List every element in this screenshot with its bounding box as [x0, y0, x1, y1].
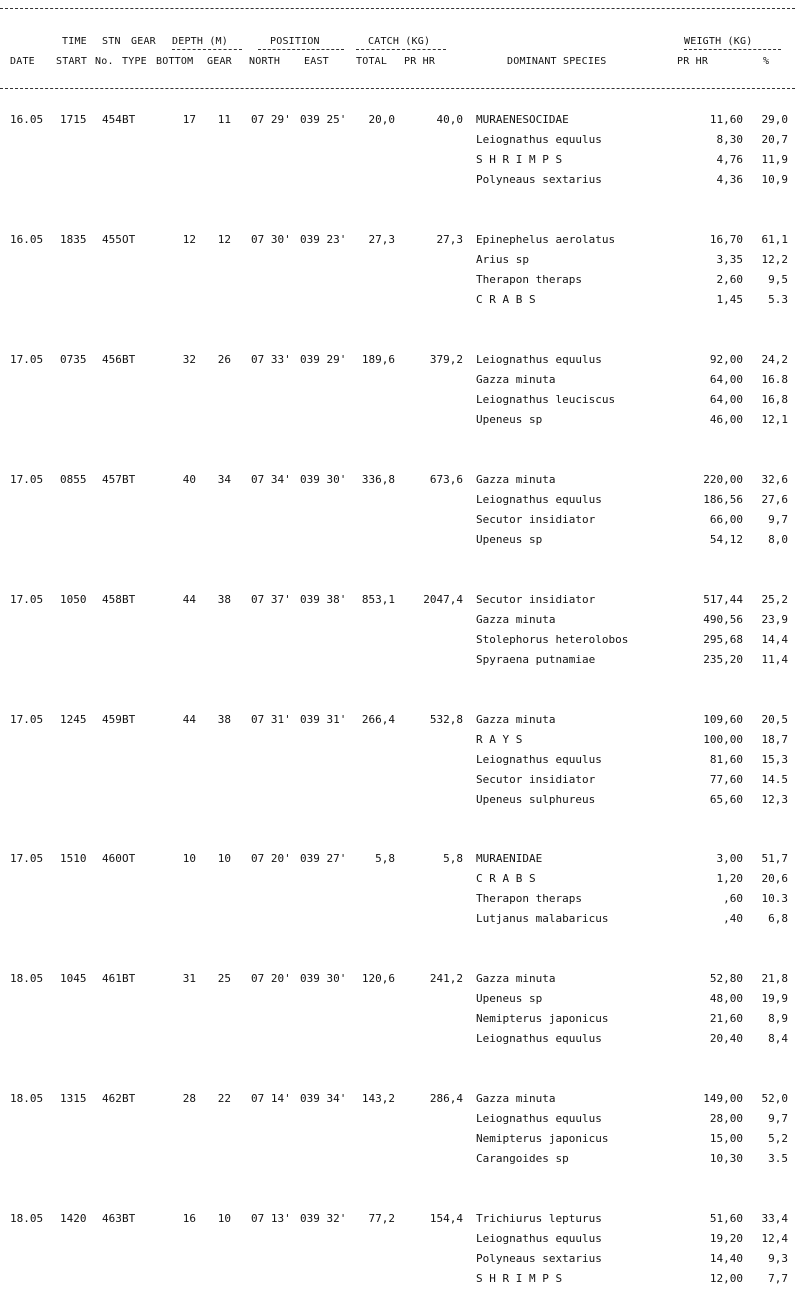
cell-east: 039 34' [300, 1092, 347, 1105]
species-percent: 23,9 [761, 613, 788, 626]
cell-time: 0855 [60, 473, 87, 486]
cell-stn: 457 [102, 473, 122, 486]
species-percent: 11,4 [761, 653, 788, 666]
cell-pr-hr: 40,0 [436, 113, 463, 126]
cell-depth-bottom: 12 [182, 233, 196, 246]
species-name: Nemipterus japonicus [476, 1132, 609, 1145]
percent-list [745, 470, 788, 550]
cell-north: 07 20' [251, 852, 291, 865]
cell-depth-bottom: 16 [182, 1212, 196, 1225]
species-weight: 48,00 [709, 992, 743, 1005]
weight-list [680, 849, 743, 929]
species-percent: 10,9 [761, 173, 788, 186]
species-name: Trichiurus lepturus [476, 1212, 602, 1225]
cell-total: 189,6 [361, 353, 395, 366]
cell-date: 18.05 [10, 972, 44, 985]
percent-list [745, 1209, 788, 1289]
cell-stn: 462 [102, 1092, 122, 1105]
cell-depth-bottom: 44 [182, 713, 196, 726]
species-percent: 33,4 [761, 1212, 788, 1225]
species-list [476, 230, 676, 310]
cell-stn: 458 [102, 593, 122, 606]
cell-depth-gear: 38 [217, 593, 231, 606]
cell-north: 07 14' [251, 1092, 291, 1105]
header-position: POSITION [270, 36, 320, 47]
species-percent: 19,9 [761, 992, 788, 1005]
species-weight: 4,36 [716, 173, 743, 186]
species-name: Gazza minuta [476, 473, 556, 486]
species-weight: 51,60 [709, 1212, 743, 1225]
species-percent: 9,7 [768, 513, 788, 526]
species-name: C R A B S [476, 293, 536, 306]
cell-date: 16.05 [10, 233, 44, 246]
species-list [476, 110, 676, 190]
cell-gear: BT [122, 1212, 136, 1225]
species-percent: 6,8 [768, 912, 788, 925]
percent-list [745, 590, 788, 670]
header-depth: DEPTH (M) [172, 36, 228, 47]
species-weight: 64,00 [709, 393, 743, 406]
weight-list [680, 470, 743, 550]
cell-depth-gear: 26 [217, 353, 231, 366]
species-name: Secutor insidiator [476, 513, 596, 526]
header-gear: GEAR [131, 36, 156, 47]
cell-depth-bottom: 10 [182, 852, 196, 865]
species-percent: 14.5 [761, 773, 788, 786]
cell-gear: BT [122, 1092, 136, 1105]
species-name: Stolephorus heterolobos [476, 633, 629, 646]
weight-list [680, 350, 743, 430]
cell-gear: BT [122, 113, 136, 126]
species-name: S H R I M P S [476, 153, 563, 166]
cell-north: 07 29' [251, 113, 291, 126]
cell-east: 039 32' [300, 1212, 347, 1225]
cell-pr-hr: 532,8 [429, 713, 463, 726]
species-name: MURAENIDAE [476, 852, 543, 865]
header-total: TOTAL [356, 56, 388, 67]
cell-stn: 463 [102, 1212, 122, 1225]
species-name: Upeneus sp [476, 992, 543, 1005]
species-name: Polyneaus sextarius [476, 173, 602, 186]
cell-total: 266,4 [361, 713, 395, 726]
species-percent: 52,0 [761, 1092, 788, 1105]
header-dominant-species: DOMINANT SPECIES [507, 56, 607, 67]
species-percent: 18,7 [761, 733, 788, 746]
cell-time: 1050 [60, 593, 87, 606]
species-percent: 61,1 [761, 233, 788, 246]
species-weight: 77,60 [709, 773, 743, 786]
species-name: C R A B S [476, 872, 536, 885]
species-weight: 28,00 [709, 1112, 743, 1125]
header-catch: CATCH (KG) [368, 36, 431, 47]
species-percent: 20,7 [761, 133, 788, 146]
species-weight: 235,20 [703, 653, 743, 666]
species-weight: 15,00 [709, 1132, 743, 1145]
cell-east: 039 31' [300, 713, 347, 726]
species-percent: 21,8 [761, 972, 788, 985]
cell-time: 1835 [60, 233, 87, 246]
cell-date: 18.05 [10, 1212, 44, 1225]
species-percent: 25,2 [761, 593, 788, 606]
species-weight: 21,60 [709, 1012, 743, 1025]
cell-time: 1045 [60, 972, 87, 985]
species-name: Lutjanus malabaricus [476, 912, 609, 925]
species-percent: 7,7 [768, 1272, 788, 1285]
species-percent: 11,9 [761, 153, 788, 166]
cell-date: 18.05 [10, 1092, 44, 1105]
header-no: No. [95, 56, 114, 67]
species-percent: 9,5 [768, 273, 788, 286]
species-name: Carangoides sp [476, 1152, 569, 1165]
cell-total: 5,8 [375, 852, 395, 865]
species-percent: 14,4 [761, 633, 788, 646]
cell-date: 17.05 [10, 473, 44, 486]
species-weight: 46,00 [709, 413, 743, 426]
species-name: Leiognathus equulus [476, 353, 602, 366]
header-dashed-rule [0, 88, 795, 89]
species-weight: 220,00 [703, 473, 743, 486]
species-percent: 12,2 [761, 253, 788, 266]
cell-time: 0735 [60, 353, 87, 366]
cell-depth-gear: 38 [217, 713, 231, 726]
species-weight: 490,56 [703, 613, 743, 626]
species-percent: 5,2 [768, 1132, 788, 1145]
species-weight: 11,60 [709, 113, 743, 126]
species-weight: 295,68 [703, 633, 743, 646]
species-weight: 20,40 [709, 1032, 743, 1045]
species-name: Therapon theraps [476, 273, 582, 286]
percent-list [745, 230, 788, 310]
species-percent: 9,3 [768, 1252, 788, 1265]
species-name: S H R I M P S [476, 1272, 563, 1285]
species-name: Leiognathus equulus [476, 493, 602, 506]
cell-total: 27,3 [368, 233, 395, 246]
percent-list [745, 110, 788, 190]
cell-pr-hr: 27,3 [436, 233, 463, 246]
header-east: EAST [304, 56, 329, 67]
cell-pr-hr: 673,6 [429, 473, 463, 486]
species-name: Epinephelus aerolatus [476, 233, 616, 246]
cell-pr-hr: 241,2 [429, 972, 463, 985]
cell-depth-gear: 34 [217, 473, 231, 486]
species-name: Upeneus sp [476, 413, 543, 426]
percent-list [745, 969, 788, 1049]
species-percent: 3.5 [768, 1152, 788, 1165]
cell-gear: BT [122, 593, 136, 606]
species-percent: 15,3 [761, 753, 788, 766]
header-percent: % [763, 56, 770, 67]
cell-date: 17.05 [10, 593, 44, 606]
percent-list [745, 350, 788, 430]
header-pr-hr: PR HR [404, 56, 436, 67]
species-name: Gazza minuta [476, 373, 556, 386]
cell-total: 120,6 [361, 972, 395, 985]
cell-north: 07 13' [251, 1212, 291, 1225]
species-weight: 12,00 [709, 1272, 743, 1285]
species-name: Leiognathus equulus [476, 753, 602, 766]
species-name: Secutor insidiator [476, 773, 596, 786]
depth-underline [172, 49, 242, 50]
cell-depth-bottom: 44 [182, 593, 196, 606]
cell-north: 07 37' [251, 593, 291, 606]
cell-north: 07 30' [251, 233, 291, 246]
species-list [476, 849, 676, 929]
cell-stn: 454 [102, 113, 122, 126]
header-date: DATE [10, 56, 35, 67]
cell-time: 1420 [60, 1212, 87, 1225]
cell-date: 17.05 [10, 353, 44, 366]
species-weight: 149,00 [703, 1092, 743, 1105]
species-weight: 8,30 [716, 133, 743, 146]
weigth-underline [684, 49, 781, 50]
cell-time: 1245 [60, 713, 87, 726]
cell-depth-bottom: 17 [182, 113, 196, 126]
species-percent: 12,1 [761, 413, 788, 426]
weight-list [680, 230, 743, 310]
top-dashed-rule [0, 8, 795, 9]
species-list [476, 590, 676, 670]
weight-list [680, 110, 743, 190]
species-name: Secutor insidiator [476, 593, 596, 606]
species-weight: 65,60 [709, 793, 743, 806]
cell-east: 039 27' [300, 852, 347, 865]
cell-depth-gear: 10 [217, 852, 231, 865]
species-name: Gazza minuta [476, 713, 556, 726]
cell-pr-hr: 379,2 [429, 353, 463, 366]
cell-date: 17.05 [10, 852, 44, 865]
species-percent: 5.3 [768, 293, 788, 306]
species-weight: 81,60 [709, 753, 743, 766]
species-percent: 16,8 [761, 393, 788, 406]
cell-stn: 461 [102, 972, 122, 985]
species-name: Upeneus sulphureus [476, 793, 596, 806]
cell-east: 039 23' [300, 233, 347, 246]
species-name: Leiognathus equulus [476, 1032, 602, 1045]
species-weight: 4,76 [716, 153, 743, 166]
cell-gear: BT [122, 353, 136, 366]
cell-depth-gear: 22 [217, 1092, 231, 1105]
species-weight: 2,60 [716, 273, 743, 286]
species-weight: ,40 [723, 912, 743, 925]
cell-date: 16.05 [10, 113, 44, 126]
species-weight: 64,00 [709, 373, 743, 386]
cell-total: 77,2 [368, 1212, 395, 1225]
species-name: Spyraena putnamiae [476, 653, 596, 666]
species-weight: 3,00 [716, 852, 743, 865]
species-name: Arius sp [476, 253, 529, 266]
species-name: MURAENESOCIDAE [476, 113, 569, 126]
cell-depth-gear: 25 [217, 972, 231, 985]
header-time: TIME [62, 36, 87, 47]
species-weight: 52,80 [709, 972, 743, 985]
species-weight: 16,70 [709, 233, 743, 246]
cell-east: 039 25' [300, 113, 347, 126]
cell-stn: 460 [102, 852, 122, 865]
species-name: Leiognathus equulus [476, 133, 602, 146]
cell-depth-bottom: 32 [182, 353, 196, 366]
species-percent: 8,0 [768, 533, 788, 546]
header-weight-pr-hr: PR HR [677, 56, 709, 67]
cell-depth-gear: 10 [217, 1212, 231, 1225]
cell-gear: BT [122, 473, 136, 486]
species-percent: 24,2 [761, 353, 788, 366]
weight-list [680, 1089, 743, 1169]
cell-east: 039 29' [300, 353, 347, 366]
header-weigth: WEIGTH (KG) [684, 36, 753, 47]
species-weight: 186,56 [703, 493, 743, 506]
species-percent: 27,6 [761, 493, 788, 506]
weight-list [680, 969, 743, 1049]
cell-stn: 456 [102, 353, 122, 366]
species-name: Gazza minuta [476, 613, 556, 626]
weight-list [680, 710, 743, 810]
cell-east: 039 38' [300, 593, 347, 606]
cell-north: 07 34' [251, 473, 291, 486]
cell-total: 143,2 [361, 1092, 395, 1105]
species-percent: 32,6 [761, 473, 788, 486]
cell-stn: 455 [102, 233, 122, 246]
cell-gear: BT [122, 713, 136, 726]
species-weight: 3,35 [716, 253, 743, 266]
species-weight: 109,60 [703, 713, 743, 726]
cell-pr-hr: 2047,4 [423, 593, 463, 606]
cell-gear: OT [122, 233, 136, 246]
cell-east: 039 30' [300, 473, 347, 486]
species-list [476, 470, 676, 550]
species-name: Therapon theraps [476, 892, 582, 905]
species-percent: 51,7 [761, 852, 788, 865]
species-weight: 14,40 [709, 1252, 743, 1265]
cell-north: 07 20' [251, 972, 291, 985]
header-type: TYPE [122, 56, 147, 67]
species-name: Leiognathus equulus [476, 1232, 602, 1245]
species-weight: 1,20 [716, 872, 743, 885]
percent-list [745, 1089, 788, 1169]
header-north: NORTH [249, 56, 281, 67]
cell-depth-gear: 11 [217, 113, 231, 126]
species-weight: 66,00 [709, 513, 743, 526]
cell-time: 1510 [60, 852, 87, 865]
weight-list [680, 590, 743, 670]
cell-depth-gear: 12 [217, 233, 231, 246]
catch-underline [356, 49, 446, 50]
cell-time: 1715 [60, 113, 87, 126]
species-name: Leiognathus equulus [476, 1112, 602, 1125]
species-name: Polyneaus sextarius [476, 1252, 602, 1265]
species-weight: 100,00 [703, 733, 743, 746]
header-start: START [56, 56, 88, 67]
species-list [476, 1209, 676, 1289]
cell-gear: OT [122, 852, 136, 865]
header-bottom: BOTTOM [156, 56, 194, 67]
species-percent: 9,7 [768, 1112, 788, 1125]
species-weight: 92,00 [709, 353, 743, 366]
cell-pr-hr: 5,8 [443, 852, 463, 865]
species-percent: 8,9 [768, 1012, 788, 1025]
species-name: R A Y S [476, 733, 523, 746]
species-weight: ,60 [723, 892, 743, 905]
species-weight: 517,44 [703, 593, 743, 606]
cell-time: 1315 [60, 1092, 87, 1105]
cell-pr-hr: 154,4 [429, 1212, 463, 1225]
species-percent: 20,6 [761, 872, 788, 885]
weight-list [680, 1209, 743, 1289]
cell-gear: BT [122, 972, 136, 985]
species-percent: 12,3 [761, 793, 788, 806]
percent-list [745, 849, 788, 929]
cell-pr-hr: 286,4 [429, 1092, 463, 1105]
cell-total: 336,8 [361, 473, 395, 486]
cell-depth-bottom: 31 [182, 972, 196, 985]
species-name: Leiognathus leuciscus [476, 393, 616, 406]
cell-stn: 459 [102, 713, 122, 726]
header-gear2: GEAR [207, 56, 232, 67]
species-list [476, 350, 676, 430]
cell-north: 07 31' [251, 713, 291, 726]
header-stn: STN [102, 36, 121, 47]
species-list [476, 1089, 676, 1169]
cell-east: 039 30' [300, 972, 347, 985]
species-weight: 19,20 [709, 1232, 743, 1245]
cell-north: 07 33' [251, 353, 291, 366]
percent-list [745, 710, 788, 810]
species-percent: 8,4 [768, 1032, 788, 1045]
species-name: Gazza minuta [476, 972, 556, 985]
cell-depth-bottom: 28 [182, 1092, 196, 1105]
species-list [476, 710, 676, 810]
cell-depth-bottom: 40 [182, 473, 196, 486]
species-percent: 20,5 [761, 713, 788, 726]
species-list [476, 969, 676, 1049]
species-weight: 10,30 [709, 1152, 743, 1165]
cell-date: 17.05 [10, 713, 44, 726]
species-percent: 12,4 [761, 1232, 788, 1245]
species-percent: 10.3 [761, 892, 788, 905]
species-weight: 54,12 [709, 533, 743, 546]
cell-total: 853,1 [361, 593, 395, 606]
species-name: Nemipterus japonicus [476, 1012, 609, 1025]
species-percent: 16.8 [761, 373, 788, 386]
cell-total: 20,0 [368, 113, 395, 126]
species-percent: 29,0 [761, 113, 788, 126]
species-name: Upeneus sp [476, 533, 543, 546]
species-weight: 1,45 [716, 293, 743, 306]
position-underline [258, 49, 344, 50]
species-name: Gazza minuta [476, 1092, 556, 1105]
